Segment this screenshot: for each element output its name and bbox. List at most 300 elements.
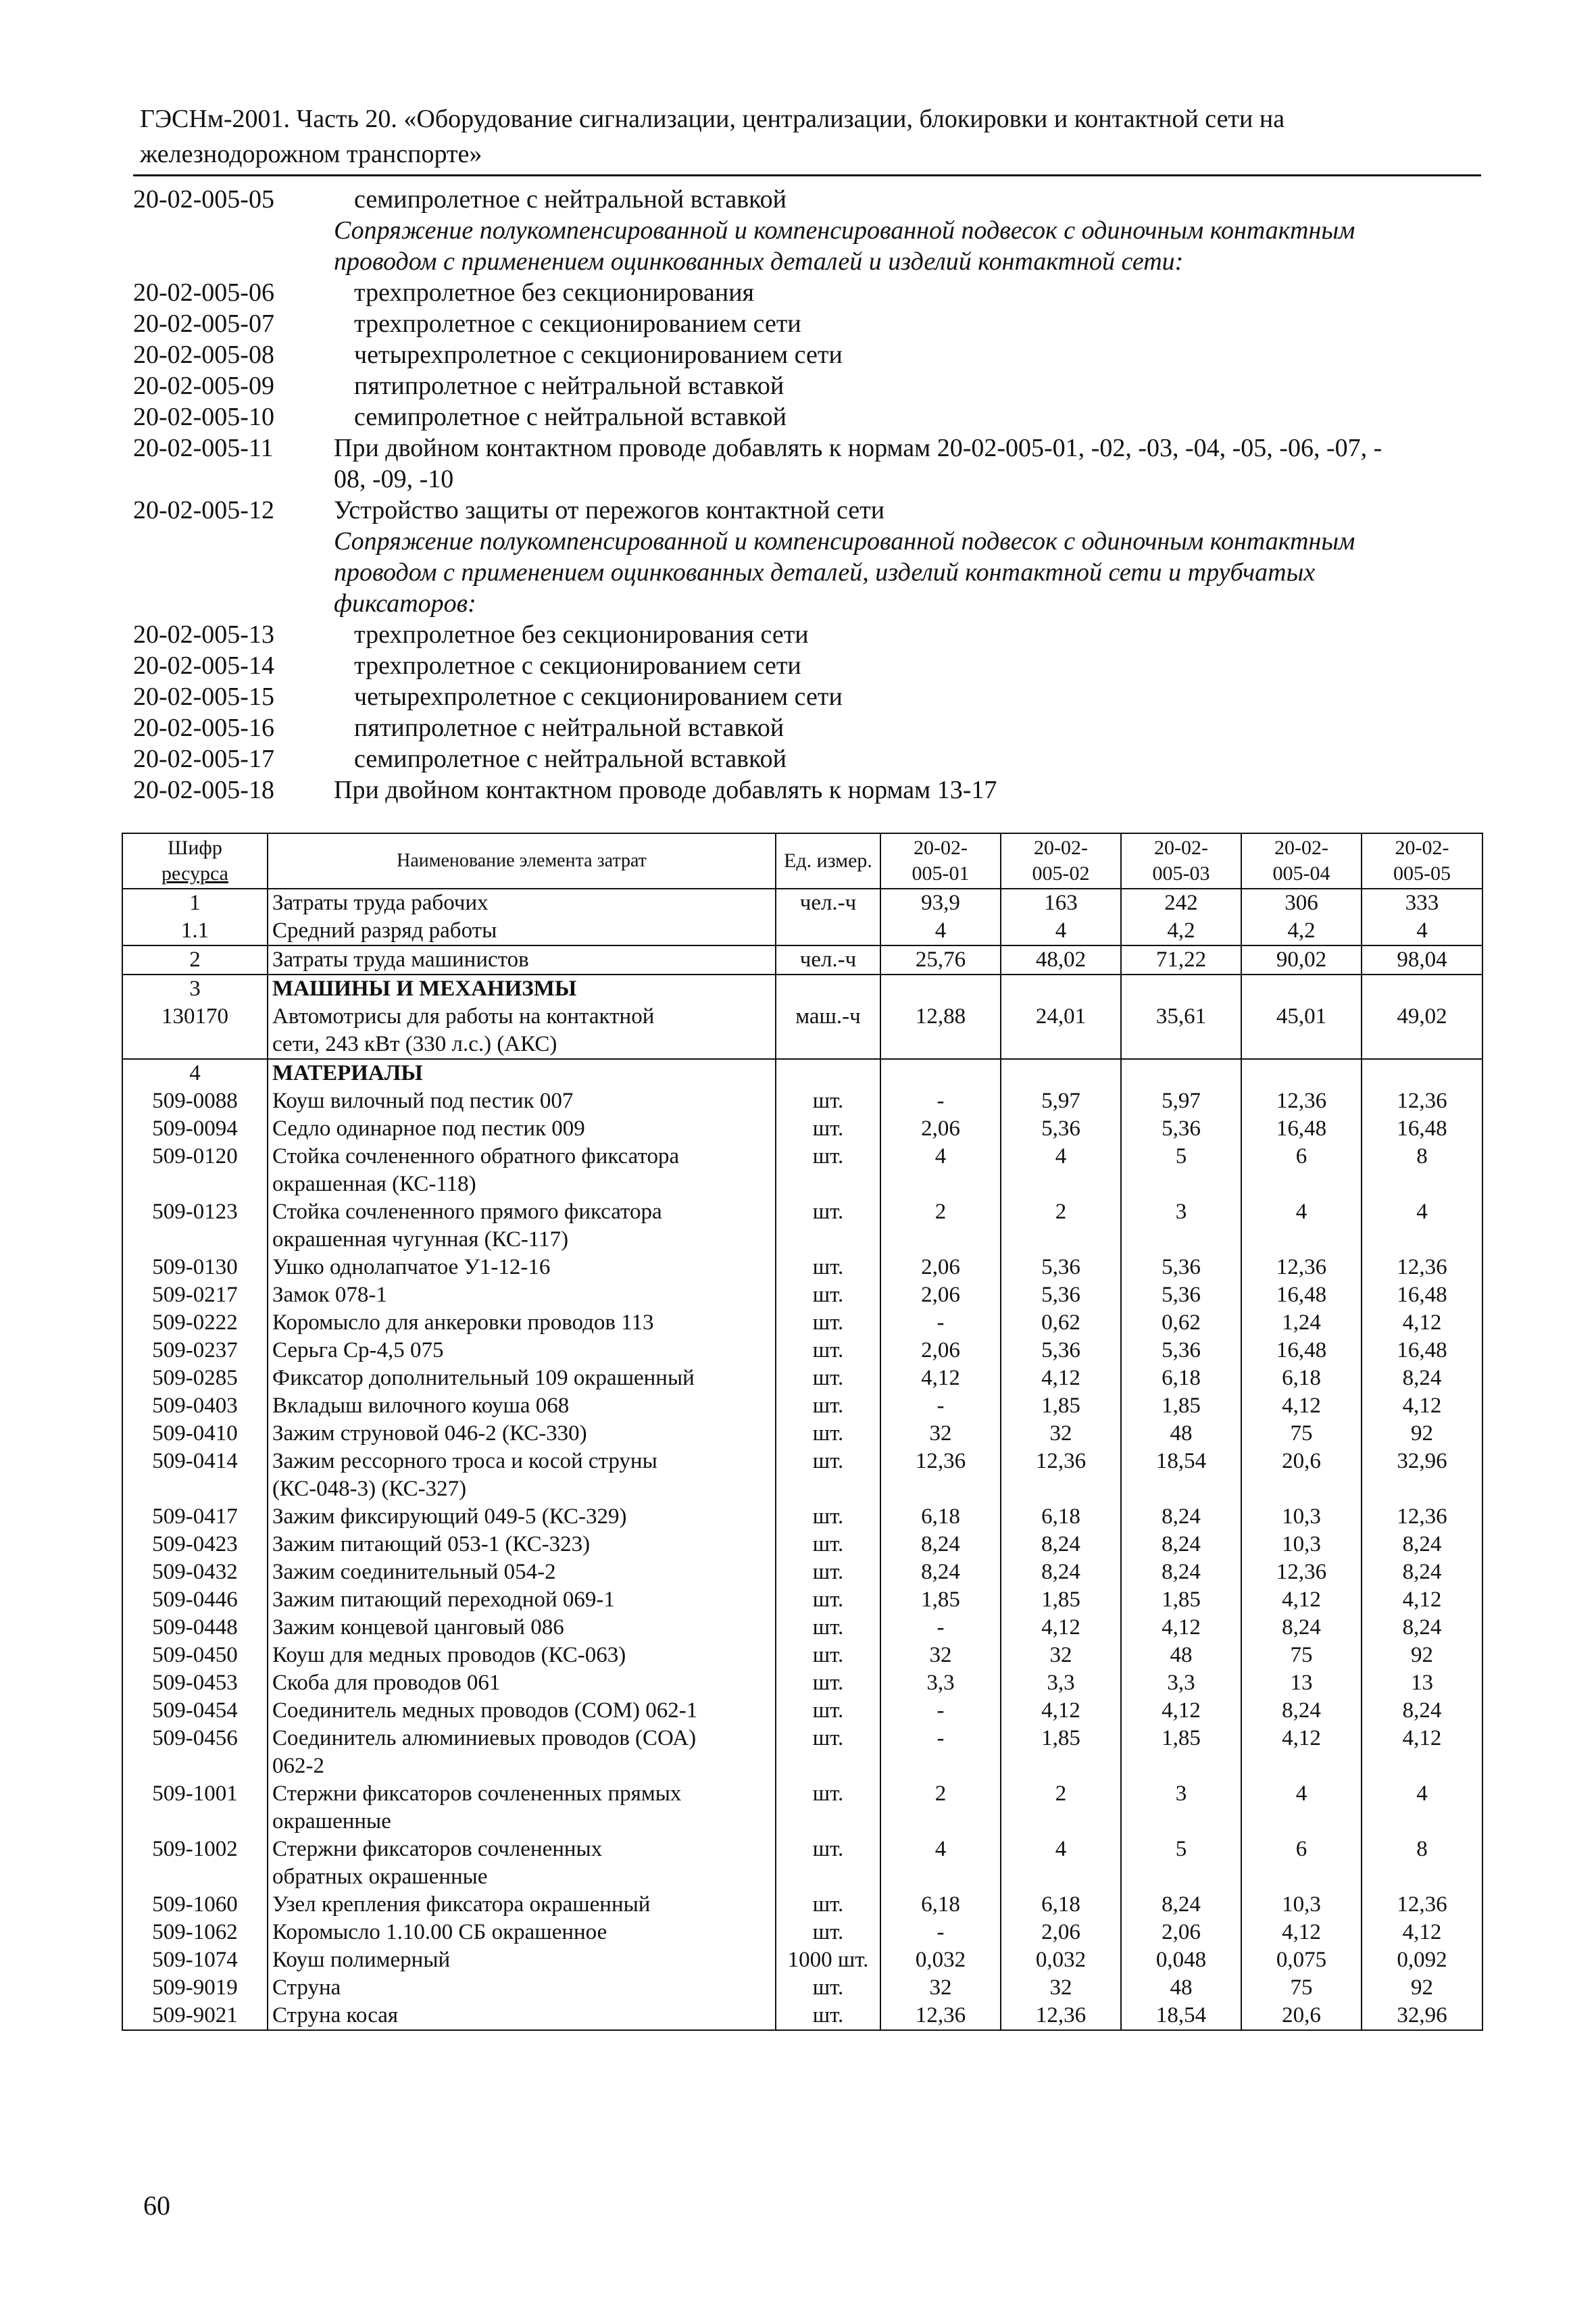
resource-unit: шт.	[776, 1309, 880, 1337]
norm-entry	[133, 619, 1485, 650]
resource-name	[268, 1003, 776, 1059]
resource-value: 6,18	[1001, 1891, 1121, 1919]
header-line-1: ГЭСНм-2001. Часть 20. «Оборудование сигнализации, централизации, блокировки и контактной сети на	[140, 105, 1285, 133]
resource-code: 509-0123	[122, 1198, 268, 1254]
resource-value: 5,36	[1001, 1115, 1121, 1143]
resource-value: 4,12	[1121, 1614, 1241, 1642]
resource-code: 509-0456	[122, 1725, 268, 1780]
resource-name-line: Автомотрисы для работы на контактной	[272, 1004, 655, 1029]
resource-name	[268, 2002, 776, 2030]
resource-value: 75	[1241, 1642, 1362, 1669]
resource-name	[268, 1614, 776, 1642]
resource-value: 5,36	[1121, 1254, 1241, 1281]
table-row	[122, 945, 1482, 975]
resource-value: 4	[1362, 917, 1482, 945]
resource-value: 4,12	[1362, 1309, 1482, 1337]
resource-value	[1241, 1059, 1362, 1087]
resource-value: 3,3	[1121, 1669, 1241, 1697]
norm-entry	[133, 712, 1485, 743]
resource-name	[268, 1891, 776, 1919]
resource-value: 4,12	[1362, 1392, 1482, 1420]
resource-name	[268, 1919, 776, 1946]
resource-name	[268, 1059, 776, 1087]
resource-name-line: МАШИНЫ И МЕХАНИЗМЫ	[272, 977, 577, 1001]
resource-name-line: Коуш вилочный под пестик 007	[272, 1089, 574, 1113]
resource-unit: шт.	[776, 1725, 880, 1780]
resource-unit: шт.	[776, 1531, 880, 1558]
norm-entry	[133, 308, 1485, 339]
resource-value: 12,36	[1362, 1503, 1482, 1531]
resource-value: 4,12	[1001, 1614, 1121, 1642]
resource-value: 92	[1362, 1420, 1482, 1448]
norm-code: 20-02-005-09	[133, 372, 274, 400]
resource-value: 13	[1362, 1669, 1482, 1697]
norm-description	[334, 184, 1485, 215]
resource-unit: шт.	[776, 1420, 880, 1448]
table-row	[122, 1003, 1482, 1059]
resource-value: -	[880, 1614, 1001, 1642]
resource-value: 4,12	[1362, 1586, 1482, 1614]
norm-code: 20-02-005-11	[133, 434, 274, 462]
table-row	[122, 2002, 1482, 2030]
resource-name	[268, 1448, 776, 1503]
resource-value: 48	[1121, 1420, 1241, 1448]
norm-description-line: Сопряжение полукомпенсированной и компенсированной подвесок с одиночным контактным	[334, 527, 1355, 556]
table-row	[122, 1198, 1482, 1254]
norm-code: 20-02-005-16	[133, 714, 274, 742]
table-row	[122, 1309, 1482, 1337]
norm-description-line: пятипролетное с нейтральной вставкой	[354, 714, 784, 742]
resource-name	[268, 1198, 776, 1254]
norm-description	[334, 681, 1485, 712]
resource-value: 5,36	[1001, 1254, 1121, 1281]
table-row	[122, 1836, 1482, 1891]
resource-value: 8,24	[880, 1531, 1001, 1558]
resource-unit: шт.	[776, 1891, 880, 1919]
resource-value	[880, 1059, 1001, 1087]
norm-description-line: четырехпролетное с секционированием сети	[354, 341, 843, 369]
resource-value: 32	[1001, 1420, 1121, 1448]
resource-value: 8,24	[1121, 1558, 1241, 1586]
resource-name-line: Коромысло для анкеровки проводов 113	[272, 1310, 654, 1335]
resource-unit	[776, 917, 880, 945]
resource-value: 16,48	[1362, 1115, 1482, 1143]
resource-value: 10,3	[1241, 1891, 1362, 1919]
resource-value: 18,54	[1121, 2002, 1241, 2030]
resource-value: 48	[1121, 1642, 1241, 1669]
resource-name-line: Стержни фиксаторов сочлененных прямых	[272, 1781, 682, 1806]
norm-code: 20-02-005-17	[133, 745, 274, 773]
resource-value: 49,02	[1362, 1003, 1482, 1059]
resource-value: 4	[1001, 1836, 1121, 1891]
norm-entry	[133, 184, 1485, 215]
resource-value: 5,36	[1001, 1337, 1121, 1364]
table-row	[122, 1586, 1482, 1614]
norm-description-line: четырехпролетное с секционированием сети	[354, 683, 843, 711]
resource-value: 4,12	[1241, 1919, 1362, 1946]
resource-value: 8,24	[880, 1558, 1001, 1586]
resource-value	[1121, 975, 1241, 1003]
resource-value: 8,24	[1362, 1614, 1482, 1642]
resource-value: 5,97	[1001, 1087, 1121, 1115]
table-row	[122, 1974, 1482, 2002]
resource-name-line: Струна	[272, 1975, 341, 2000]
table-row	[122, 1558, 1482, 1586]
resource-unit: маш.-ч	[776, 1003, 880, 1059]
resource-code: 2	[122, 945, 268, 975]
norm-code: 20-02-005-15	[133, 683, 274, 711]
resource-value: 8,24	[1121, 1531, 1241, 1558]
resource-value: 1,85	[1121, 1586, 1241, 1614]
resource-unit: чел.-ч	[776, 945, 880, 975]
resource-value: 0,032	[880, 1946, 1001, 1974]
resource-value: 2,06	[880, 1254, 1001, 1281]
resource-name-line: Узел крепления фиксатора окрашенный	[272, 1892, 651, 1917]
resource-name-line: Зажим питающий 053-1 (КС-323)	[272, 1532, 591, 1556]
norm-description-line: Сопряжение полукомпенсированной и компенсированной подвесок с одиночным контактным	[334, 216, 1355, 245]
resource-code: 509-9019	[122, 1974, 268, 2002]
norm-description-line: Устройство защиты от пережогов контактной сети	[334, 496, 885, 524]
table-header-row	[122, 833, 1482, 889]
resource-value: 8,24	[1241, 1697, 1362, 1725]
resource-value: 3,3	[880, 1669, 1001, 1697]
table-row	[122, 1254, 1482, 1281]
resource-value: 6,18	[1241, 1364, 1362, 1392]
norm-entry	[133, 681, 1485, 712]
resource-value: 93,9	[880, 889, 1001, 917]
norm-code	[133, 526, 334, 619]
resource-code: 509-0120	[122, 1143, 268, 1198]
resource-name	[268, 1586, 776, 1614]
resource-value: 4	[1001, 917, 1121, 945]
table-row	[122, 889, 1482, 917]
resource-value	[1362, 1059, 1482, 1087]
resource-name-line: Ушко однолапчатое У1-12-16	[272, 1255, 551, 1279]
resource-value: 5,97	[1121, 1087, 1241, 1115]
resource-code: 509-0414	[122, 1448, 268, 1503]
resource-name	[268, 1974, 776, 2002]
resource-value: 16,48	[1241, 1281, 1362, 1309]
norm-description-line: семипролетное с нейтральной вставкой	[354, 745, 787, 773]
resource-name-line: Стойка сочлененного прямого фиксатора	[272, 1200, 662, 1224]
norm-description-line: При двойном контактном проводе добавлять к нормам 13-17	[334, 776, 997, 804]
resource-code: 509-0423	[122, 1531, 268, 1558]
norm-description	[334, 308, 1485, 339]
resource-name-line: сети, 243 кВт (330 л.с.) (АКС)	[272, 1032, 557, 1056]
norm-description-line: семипролетное с нейтральной вставкой	[354, 403, 787, 431]
resource-value: 0,092	[1362, 1946, 1482, 1974]
norm-description-line: трехпролетное без секционирования	[354, 278, 755, 307]
resource-value: 4	[880, 917, 1001, 945]
resource-value: 3	[1121, 1198, 1241, 1254]
table-row	[122, 1919, 1482, 1946]
resource-value: 0,62	[1001, 1309, 1121, 1337]
norm-description-line: 08, -09, -10	[334, 465, 454, 493]
resource-unit: шт.	[776, 1115, 880, 1143]
norm-description	[334, 619, 1485, 650]
resource-name	[268, 1254, 776, 1281]
resource-name	[268, 1946, 776, 1974]
table-row	[122, 917, 1482, 945]
header-col-2: 20-02- 005-02	[1001, 833, 1121, 889]
norm-code: 20-02-005-18	[133, 776, 274, 804]
norm-code: 20-02-005-08	[133, 341, 274, 369]
resource-value: -	[880, 1087, 1001, 1115]
resource-name	[268, 1115, 776, 1143]
resource-code: 509-0403	[122, 1392, 268, 1420]
table-row	[122, 1614, 1482, 1642]
resource-value: 12,36	[1362, 1254, 1482, 1281]
resource-value: 6,18	[1121, 1364, 1241, 1392]
resource-unit: шт.	[776, 1448, 880, 1503]
resource-name-line: окрашенные	[272, 1809, 391, 1833]
resource-name-line: МАТЕРИАЛЫ	[272, 1061, 423, 1085]
resource-value	[1001, 1059, 1121, 1087]
resource-value: 1,85	[1001, 1725, 1121, 1780]
resource-value: 71,22	[1121, 945, 1241, 975]
norm-code: 20-02-005-07	[133, 310, 274, 338]
norm-description	[334, 339, 1485, 370]
resource-name-line: Средний разряд работы	[272, 918, 497, 943]
norm-description	[334, 774, 1485, 806]
resource-code: 509-0454	[122, 1697, 268, 1725]
norm-description	[334, 743, 1485, 774]
resource-unit: шт.	[776, 1281, 880, 1309]
norm-description-line: фиксаторов:	[334, 589, 476, 618]
resource-code: 509-0217	[122, 1281, 268, 1309]
resource-value: 2	[880, 1780, 1001, 1836]
resource-name	[268, 1697, 776, 1725]
resource-name	[268, 1642, 776, 1669]
resource-value: -	[880, 1697, 1001, 1725]
table-row	[122, 975, 1482, 1003]
norm-entry	[133, 495, 1485, 526]
norm-entry	[133, 339, 1485, 370]
resource-value: 4,2	[1241, 917, 1362, 945]
table-row	[122, 1503, 1482, 1531]
resource-value: 12,36	[1241, 1254, 1362, 1281]
resource-value: 12,36	[1362, 1891, 1482, 1919]
resource-value: 8,24	[1241, 1614, 1362, 1642]
resource-value: 3	[1121, 1780, 1241, 1836]
resource-code: 1.1	[122, 917, 268, 945]
resource-value: 4	[1362, 1198, 1482, 1254]
resource-unit	[776, 1059, 880, 1087]
resource-unit: шт.	[776, 1974, 880, 2002]
resource-value: 306	[1241, 889, 1362, 917]
resource-value: 6,18	[1001, 1503, 1121, 1531]
norm-description	[334, 650, 1485, 681]
resource-code: 509-0094	[122, 1115, 268, 1143]
resource-name	[268, 1503, 776, 1531]
resource-value: 16,48	[1241, 1115, 1362, 1143]
table-row	[122, 1891, 1482, 1919]
resource-value: 2,06	[1121, 1919, 1241, 1946]
resource-unit: шт.	[776, 1697, 880, 1725]
header-name: Наименование элемента затрат	[268, 833, 776, 889]
resource-code: 509-0285	[122, 1364, 268, 1392]
resource-unit: шт.	[776, 1919, 880, 1946]
resource-value: 12,36	[1362, 1087, 1482, 1115]
resource-name-line: Струна косая	[272, 2003, 399, 2027]
table-row	[122, 1364, 1482, 1392]
resource-value: 0,075	[1241, 1946, 1362, 1974]
resource-value: 2	[880, 1198, 1001, 1254]
resource-value: 8	[1362, 1143, 1482, 1198]
resource-code: 509-1074	[122, 1946, 268, 1974]
resource-value: -	[880, 1392, 1001, 1420]
resource-value: 2,06	[880, 1115, 1001, 1143]
resource-value	[1001, 975, 1121, 1003]
resource-value: 5,36	[1001, 1281, 1121, 1309]
resource-value: 4	[1241, 1198, 1362, 1254]
resource-code: 509-0410	[122, 1420, 268, 1448]
resource-unit: шт.	[776, 1364, 880, 1392]
resource-value: 4,12	[1241, 1725, 1362, 1780]
table-row	[122, 1337, 1482, 1364]
resource-unit	[776, 975, 880, 1003]
resource-value: 6	[1241, 1143, 1362, 1198]
resource-unit: шт.	[776, 1254, 880, 1281]
resource-value: 4	[880, 1836, 1001, 1891]
resource-value: 92	[1362, 1974, 1482, 2002]
resource-value: 20,6	[1241, 2002, 1362, 2030]
resource-name-line: Коуш полимерный	[272, 1948, 451, 1972]
resource-value: 32	[880, 1420, 1001, 1448]
resource-value	[1121, 1059, 1241, 1087]
resource-unit: шт.	[776, 1337, 880, 1364]
norm-description-line: трехпролетное с секционированием сети	[354, 651, 801, 680]
resource-name-line: Серьга Ср-4,5 075	[272, 1338, 444, 1362]
resource-unit: шт.	[776, 1392, 880, 1420]
resource-name-line: Зажим питающий переходной 069-1	[272, 1587, 615, 1612]
resource-value	[1362, 975, 1482, 1003]
resource-unit: шт.	[776, 1669, 880, 1697]
norm-entry	[133, 215, 1485, 277]
resource-name-line: Стойка сочлененного обратного фиксатора	[272, 1144, 680, 1168]
resource-value: 4,12	[1362, 1725, 1482, 1780]
resource-value: 5,36	[1121, 1281, 1241, 1309]
norm-description	[334, 712, 1485, 743]
norm-description	[334, 401, 1485, 433]
table-row	[122, 1697, 1482, 1725]
norm-code: 20-02-005-14	[133, 651, 274, 680]
resource-value: 8,24	[1362, 1364, 1482, 1392]
resource-code: 509-1060	[122, 1891, 268, 1919]
resource-code: 509-0130	[122, 1254, 268, 1281]
resource-code: 3	[122, 975, 268, 1003]
resource-value: 16,48	[1362, 1281, 1482, 1309]
header-code: Шифр ресурса	[122, 833, 268, 889]
resource-value: 4	[1362, 1780, 1482, 1836]
resource-name	[268, 1087, 776, 1115]
page-number: 60	[143, 2190, 170, 2221]
resource-value: 4,2	[1121, 917, 1241, 945]
resource-unit: шт.	[776, 1614, 880, 1642]
resource-unit: шт.	[776, 1143, 880, 1198]
resource-value: 32	[880, 1974, 1001, 2002]
resource-value: 1,85	[1121, 1392, 1241, 1420]
resource-value: 5	[1121, 1836, 1241, 1891]
resource-value: 4,12	[1121, 1697, 1241, 1725]
resource-name-line: окрашенная чугунная (КС-117)	[272, 1227, 569, 1252]
resource-value: 12,36	[880, 2002, 1001, 2030]
resource-value: 16,48	[1362, 1337, 1482, 1364]
resource-value: 75	[1241, 1974, 1362, 2002]
resource-code: 1	[122, 889, 268, 917]
resource-code: 509-1002	[122, 1836, 268, 1891]
resource-value: 1,85	[880, 1586, 1001, 1614]
resource-value: 2	[1001, 1780, 1121, 1836]
resource-name	[268, 889, 776, 917]
resource-name	[268, 1281, 776, 1309]
norm-code: 20-02-005-13	[133, 620, 274, 649]
resource-code: 509-0432	[122, 1558, 268, 1586]
resource-unit: шт.	[776, 1558, 880, 1586]
resource-value: 12,36	[1001, 2002, 1121, 2030]
norm-description-line: проводом с применением оцинкованных деталей, изделий контактной сети и трубчатых	[334, 558, 1316, 587]
resource-code: 4	[122, 1059, 268, 1087]
table-row	[122, 1669, 1482, 1697]
resource-name-line: Зажим фиксирующий 049-5 (КС-329)	[272, 1504, 627, 1529]
resource-value: 4,12	[1362, 1919, 1482, 1946]
table-row	[122, 1725, 1482, 1780]
table-row	[122, 1642, 1482, 1669]
table-row	[122, 1946, 1482, 1974]
header-line-2: железнодорожном транспорте»	[140, 140, 482, 168]
norm-entry	[133, 650, 1485, 681]
resource-name-line: Зажим концевой цанговый 086	[272, 1615, 564, 1640]
resource-value: 10,3	[1241, 1503, 1362, 1531]
resource-code: 509-1062	[122, 1919, 268, 1946]
resource-value: 5	[1121, 1143, 1241, 1198]
resource-value: 5,36	[1121, 1337, 1241, 1364]
norm-entry	[133, 401, 1485, 433]
resource-unit: шт.	[776, 1836, 880, 1891]
resource-code: 509-1001	[122, 1780, 268, 1836]
norm-description	[334, 215, 1485, 277]
resource-name	[268, 1143, 776, 1198]
resource-value: 2,06	[880, 1281, 1001, 1309]
norm-description	[334, 370, 1485, 401]
resource-value: 25,76	[880, 945, 1001, 975]
resource-value: 1,85	[1121, 1725, 1241, 1780]
resource-value: 2,06	[1001, 1919, 1121, 1946]
resource-code: 509-0446	[122, 1586, 268, 1614]
norm-description	[334, 495, 1485, 526]
header-col-5: 20-02- 005-05	[1362, 833, 1482, 889]
resource-value: 1,24	[1241, 1309, 1362, 1337]
table-row	[122, 1281, 1482, 1309]
resource-value: 333	[1362, 889, 1482, 917]
norm-entry	[133, 743, 1485, 774]
resource-value: 8	[1362, 1836, 1482, 1891]
resource-value: 45,01	[1241, 1003, 1362, 1059]
header-unit: Ед. измер.	[776, 833, 880, 889]
resource-name	[268, 1364, 776, 1392]
resource-value: 16,48	[1241, 1337, 1362, 1364]
norm-description-line: трехпролетное без секционирования сети	[354, 620, 809, 649]
resource-name	[268, 1836, 776, 1891]
resource-code: 509-0453	[122, 1669, 268, 1697]
resource-value	[880, 975, 1001, 1003]
norm-description	[334, 526, 1485, 619]
resource-name	[268, 1558, 776, 1586]
resource-code: 509-9021	[122, 2002, 268, 2030]
resource-value: 10,3	[1241, 1531, 1362, 1558]
norm-entry	[133, 370, 1485, 401]
resource-unit: шт.	[776, 1586, 880, 1614]
